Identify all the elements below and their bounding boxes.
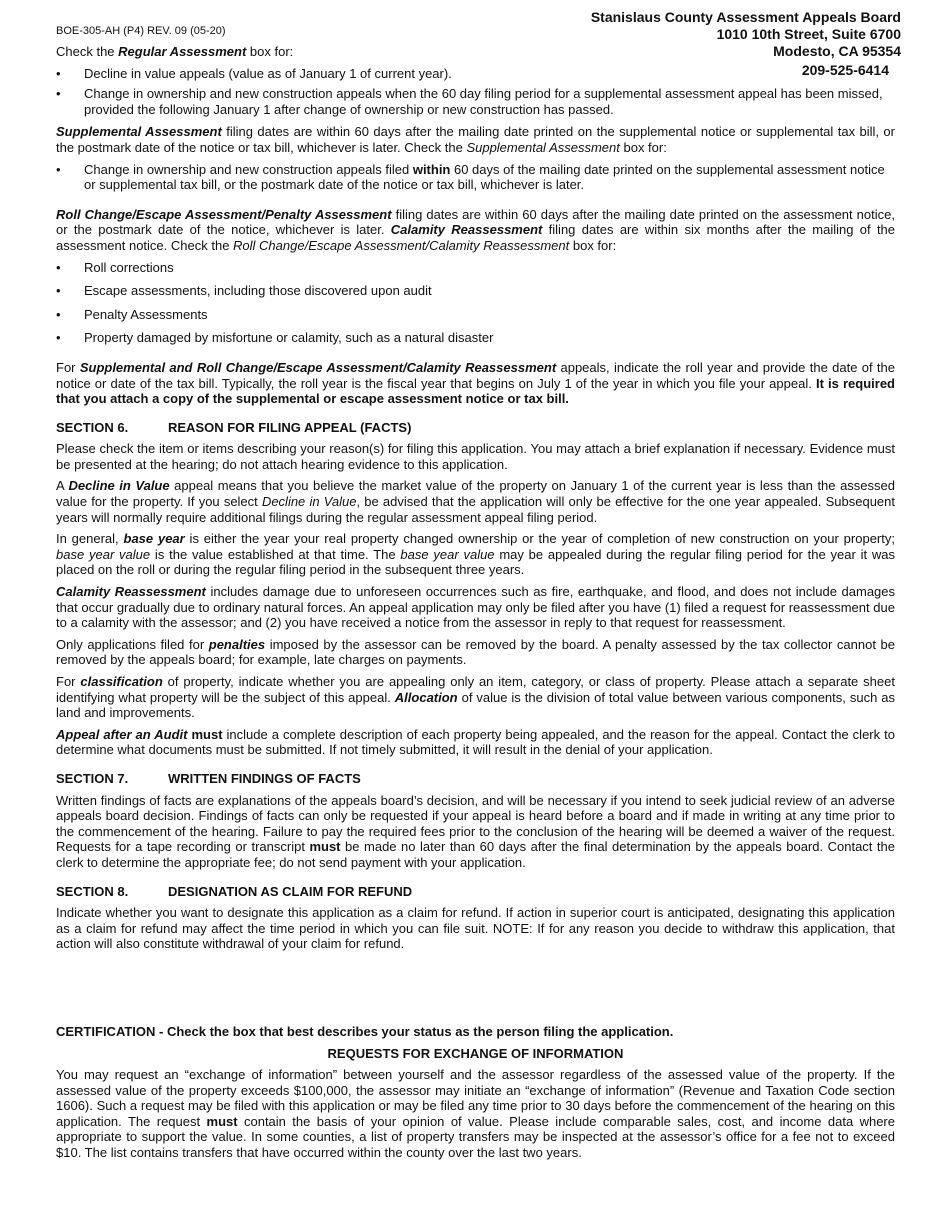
office-city: Modesto, CA 95354 <box>773 43 901 59</box>
list-item: • Penalty Assessments <box>56 307 895 323</box>
section-7-heading: SECTION 7. WRITTEN FINDINGS OF FACTS <box>56 770 361 786</box>
regular-intro: Check the Regular Assessment box for: <box>56 44 294 59</box>
form-id: BOE-305-AH (P4) REV. 09 (05-20) <box>56 25 226 37</box>
section-6-penalties: Only applications filed for penalties imposed by the assessor can be removed by the board. A penalty assessed by the tax collector cannot be removed by the appeals board; for example, late charges on payments. <box>56 636 895 668</box>
section-6-heading: SECTION 6. REASON FOR FILING APPEAL (FACTS) <box>56 419 412 435</box>
section-6-classification: For classification of property, indicate whether you are appealing only an item, category, or class of property. Please attach a separate sheet identifying what property will be the subject of this appeal. Allocation of value is the division of total value between various components, such as land and improvements. <box>56 674 895 721</box>
certification-heading: CERTIFICATION - Check the box that best describes your status as the person filing the application. <box>56 1023 674 1039</box>
exchange-paragraph: You may request an “exchange of information” between yourself and the assessor regardless of the assessed value of the property. If the assessed value of the property exceeds $100,000, the assessor may initiate an “exchange of information” (Revenue and Taxation Code section 1606). Such a request may be filed with this application or may be filed any time prior to 30 days before the commencement of the hearing on this application. The request must contain the basis of your opinion of value. Please include comparable sales, cost, and income data where appropriate to support the value. In some counties, a list of property transfers may be inspected at the assessor’s office for a fee not to exceed $10. The list contains transfers that have occurred within the county over the last two years. <box>56 1067 895 1161</box>
list-item: • Decline in value appeals (value as of January 1 of current year). <box>56 66 895 82</box>
section-8-p1: Indicate whether you want to designate this application as a claim for refund. If action in superior court is anticipated, designating this application as a claim for refund may affect the time period in which you can file suit. NOTE: If for any reason you decide to withdraw this application, that action will also constitute withdrawal of your claim for refund. <box>56 905 895 952</box>
section-7-p1: Written findings of facts are explanations of the appeals board’s decision, and will be necessary if you intend to seek judicial review of an adverse appeals board decision. Findings of facts can only be requested if your appeal is heard before a board and if made in writing at any time prior to the commencement of the hearing. Failure to pay the required fees prior to the conclusion of the hearing will be deemed a waiver of the request. Requests for a tape recording or transcript must be made no later than 60 days after the final determination by the appeals board. Contact the clerk to determine the appropriate fee; do not send payment with your application. <box>56 792 895 870</box>
roll-change-list <box>56 260 895 346</box>
list-item: • Escape assessments, including those discovered upon audit <box>56 283 895 299</box>
roll-change-paragraph: Roll Change/Escape Assessment/Penalty Assessment filing dates are within 60 days after the mailing date printed on the assessment notice, or the postmark date of the notice, whichever is later. Calamity Reassessment filing dates are within six months after the mailing of the assessment notice. Check the Roll Change/Escape Assessment/Calamity Reassessment box for: <box>56 206 896 253</box>
office-phone: 209-525-6414 <box>801 62 889 78</box>
office-address: 1010 10th Street, Suite 6700 <box>716 26 901 42</box>
regular-list <box>56 66 895 118</box>
section-6-decline: A Decline in Value appeal means that you believe the market value of the property on January 1 of the current year is less than the assessed value for the property. If you select Decline in Value, be advised that the application will only be effective for the one year appealed. Subsequent years will normally require additional filings during the regular assessment appeal filing period. <box>56 478 896 525</box>
supplemental-list <box>56 162 895 193</box>
list-item: • Roll corrections <box>56 260 895 276</box>
list-item: • Change in ownership and new construction appeals filed within 60 days of the mailing date printed on the supplemental assessment notice or supplemental tax bill, or the postmark date of the notice or tax bill, whichever is later. <box>56 162 895 193</box>
section-6-audit: Appeal after an Audit must include a complete description of each property being appealed, and the reason for the appeal. Contact the clerk to determine what documents must be submitted. If not timely submitted, it will result in the denial of your application. <box>56 726 895 758</box>
office-name: Stanislaus County Assessment Appeals Board <box>590 9 901 25</box>
list-item: • Property damaged by misfortune or calamity, such as a natural disaster <box>56 330 895 346</box>
instructions-body <box>56 44 895 1167</box>
section-6-calamity: Calamity Reassessment includes damage due to unforeseen occurrences such as fire, earthquake, and flood, and does not include damages that occur gradually due to ordinary natural forces. An appeal application may only be filed after you have (1) filed a request for reassessment due to a calamity with the assessor; and (2) you have received a notice from the assessor in reply to that request for reassessment. <box>56 584 896 631</box>
section-8-heading: SECTION 8. DESIGNATION AS CLAIM FOR REFUND <box>56 883 413 899</box>
exchange-title: REQUESTS FOR EXCHANGE OF INFORMATION <box>327 1045 624 1061</box>
section-6-base-year: In general, base year is either the year your real property changed ownership or the year of completion of new construction on your property; base year value is the value established at that time. The base year value may be appealed during the regular filing period for the year it was placed on the roll or during the regular filing period in the subsequent three years. <box>56 531 896 578</box>
supplemental-paragraph: Supplemental Assessment filing dates are within 60 days after the mailing date printed on the supplemental notice or supplemental tax bill, or the postmark date of the notice or tax bill, whichever is later. Check the Supplemental Assessment box for: <box>56 124 895 155</box>
roll-year-paragraph: For Supplemental and Roll Change/Escape Assessment/Calamity Reassessment appeals, indicate the roll year and provide the date of the notice or date of the tax bill. Typically, the roll year is the fiscal year that begins on July 1 of the year in which you file your appeal. It is required that you attach a copy of the supplemental or escape assessment notice or tax bill. <box>56 359 896 407</box>
section-6-p1: Please check the item or items describing your reason(s) for filing this application. You may attach a brief explanation if necessary. Evidence must be presented at the hearing; do not attach hearing evidence to this application. <box>56 441 895 472</box>
list-item: • Change in ownership and new construction appeals when the 60 day filing period for a supplemental assessment appeal has been missed, provided the following January 1 after change of ownership or new construction has passed. <box>56 86 895 117</box>
